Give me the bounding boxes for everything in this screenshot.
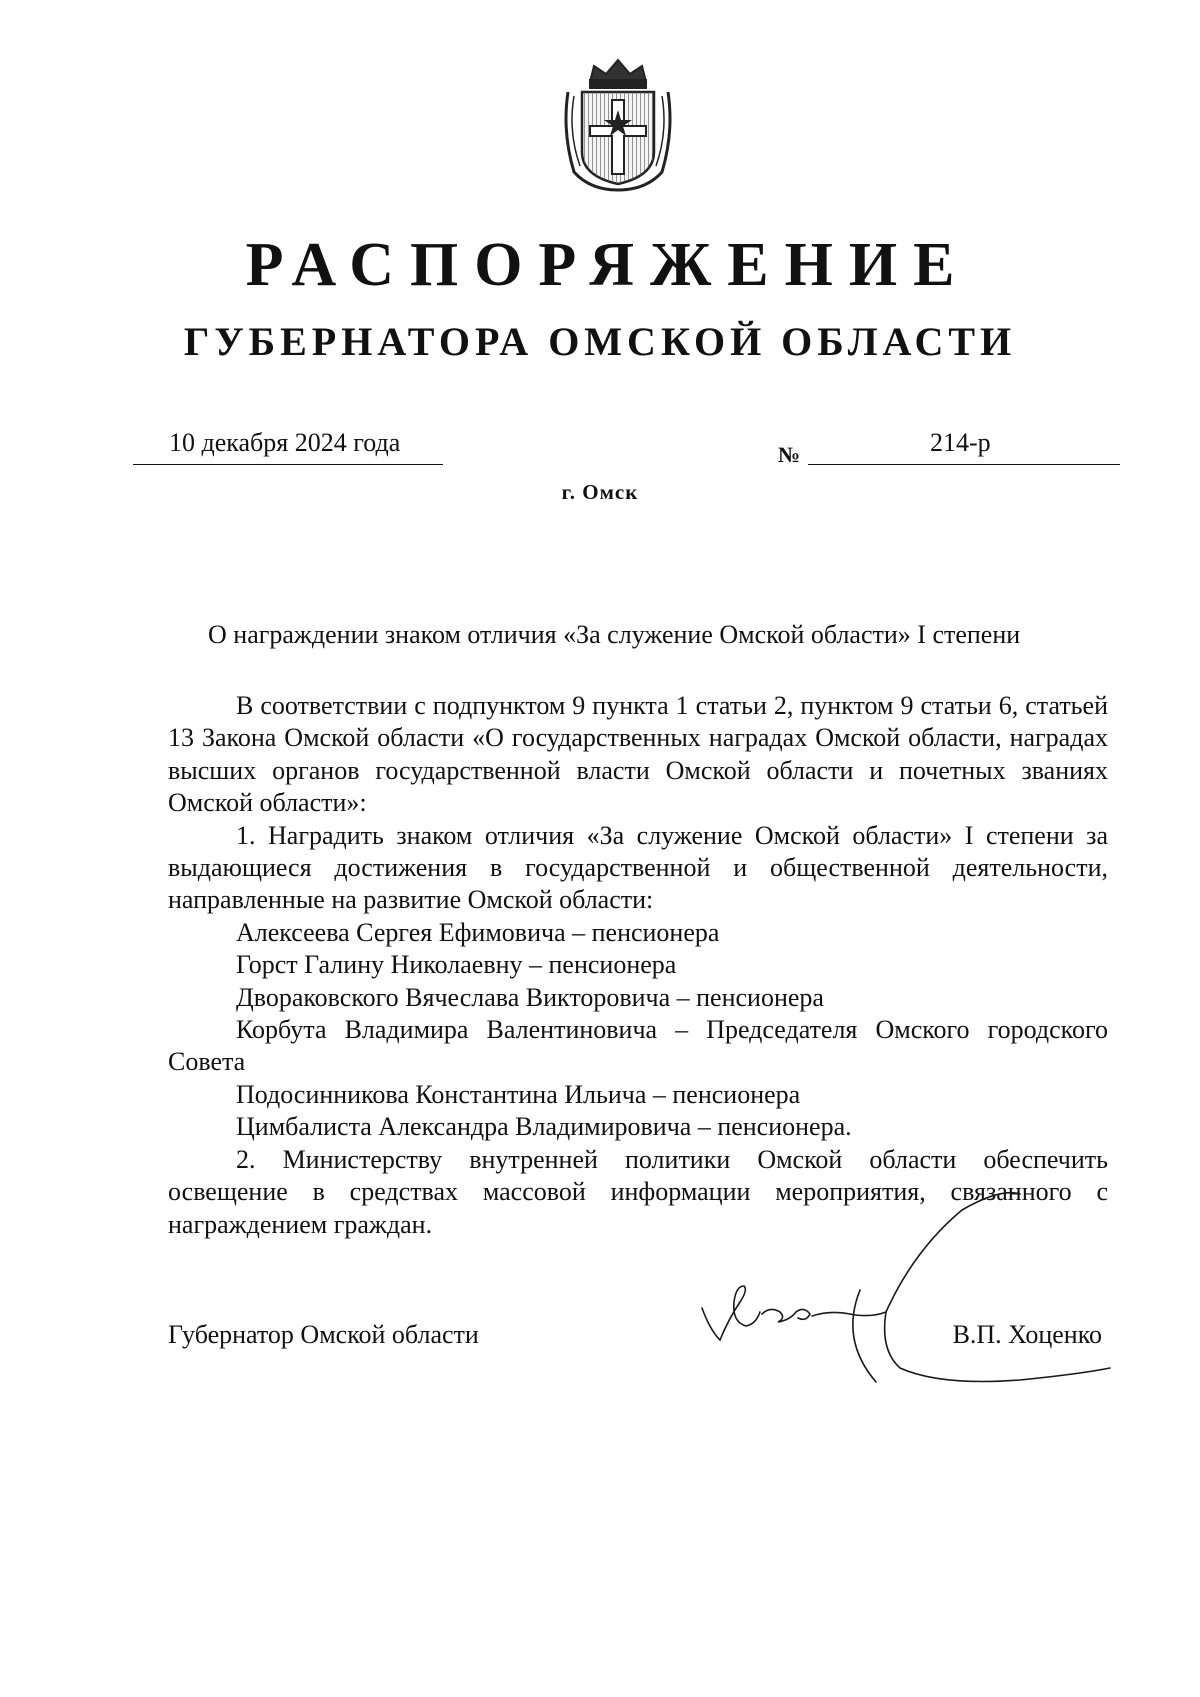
signature-block	[168, 1318, 1108, 1378]
coat-of-arms-icon	[560, 52, 676, 192]
signatory-position: Губернатор Омской области	[168, 1320, 479, 1349]
document-title: РАСПОРЯЖЕНИЕ	[245, 231, 971, 299]
document-subtitle: ГУБЕРНАТОРА ОМСКОЙ ОБЛАСТИ	[183, 319, 1017, 364]
awardee-line: Корбута Владимира Валентиновича – Председателя Омского городского Совета	[168, 1015, 1108, 1077]
awardee-line: Двораковского Вячеслава Викторовича – пенсионера	[236, 982, 824, 1012]
item-1-paragraph: 1. Наградить знаком отличия «За служение Омской области» I степени за выдающиеся достижения в государственной и общественной деятельности, направленные на развитие Омской области:	[168, 820, 1108, 915]
signatory-name: В.П. Хоценко	[952, 1320, 1102, 1349]
awardee-line: Алексеева Сергея Ефимовича – пенсионера	[236, 917, 720, 947]
awardee-line: Подосинникова Константина Ильича – пенсионера	[236, 1079, 801, 1109]
item-2-paragraph: 2. Министерству внутренней политики Омской области обеспечить освещение в средствах массовой информации мероприятия, связанного с награждением граждан.	[168, 1144, 1108, 1239]
number-field	[808, 426, 1120, 465]
document-subject: О награждении знаком отличия «За служение Омской области» I степени	[208, 620, 1021, 649]
awardee-line: Горст Галину Николаевну – пенсионера	[236, 950, 677, 980]
document-body	[168, 690, 1108, 1241]
date-field	[133, 426, 443, 465]
number-value: 214-р	[930, 428, 991, 457]
awardee-line: Цимбалиста Александра Владимировича – пенсионера.	[236, 1112, 852, 1142]
preamble-paragraph: В соответствии с подпунктом 9 пункта 1 статьи 2, пунктом 9 статьи 6, статьей 13 Закона Омской области «О государственных наградах Омской области, наградах высших органов государственной власти Омской области и почетных званиях Омской области»:	[168, 691, 1108, 818]
date-value: 10 декабря 2024 года	[169, 428, 401, 457]
city-label: г. Омск	[561, 480, 639, 504]
number-sign: №	[778, 442, 801, 467]
